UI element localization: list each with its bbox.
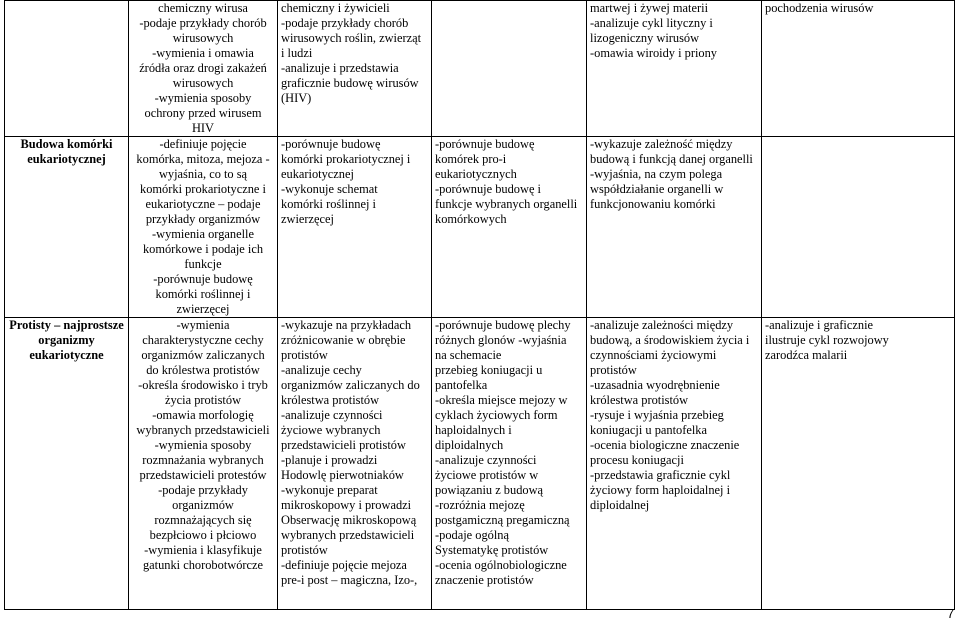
- cell-line: -analizuje cykl lityczny i: [590, 16, 713, 30]
- cell-line: przedstawicieli protistów: [281, 438, 406, 452]
- cell-line: Systematykę protistów: [435, 543, 549, 557]
- cell-line: -wykazuje na przykładach: [281, 318, 412, 332]
- cell-line: gatunki chorobotwórcze: [142, 558, 264, 572]
- cell-line: funkcjonowaniu komórki: [590, 197, 716, 211]
- cell-line: eukariotyczne – podaje: [145, 197, 261, 211]
- excellent-level-cell: [762, 1, 955, 137]
- very-good-level-cell: [587, 137, 762, 318]
- cell-line: -podaje przykłady chorób: [139, 16, 267, 30]
- cell-line: -definiuje pojęcie: [159, 137, 247, 151]
- cell-line: -porównuje budowę: [153, 272, 253, 286]
- cell-line: budową, a środowiskiem życia i: [590, 333, 750, 347]
- cell-line: -porównuje budowę plechy: [435, 318, 571, 332]
- cell-line: -uzasadnia wyodrębnienie: [590, 378, 720, 392]
- cell-line: charakterystyczne cechy: [142, 333, 264, 347]
- cell-line: różnych glonów -wyjaśnia: [435, 333, 567, 347]
- cell-line: -ocenia ogólnobiologiczne: [435, 558, 567, 572]
- cell-line: eukariotycznych: [435, 167, 517, 181]
- cell-line: -planuje i prowadzi: [281, 453, 378, 467]
- cell-line: -porównuje budowę i: [435, 182, 541, 196]
- cell-line: pantofelka: [435, 378, 488, 392]
- cell-line: -wymienia sposoby: [154, 91, 252, 105]
- cell-line: znaczenie protistów: [435, 573, 534, 587]
- cell-line: lizogeniczny wirusów: [590, 31, 700, 45]
- cell-line: -rozróżnia mejozę: [435, 498, 525, 512]
- cell-line: wybranych przedstawicieli: [136, 423, 270, 437]
- cell-line: Hodowlę pierwotniaków: [281, 468, 404, 482]
- cell-line: -analizuje i przedstawia: [281, 61, 399, 75]
- very-good-level-cell: [587, 1, 762, 137]
- cell-line: protistów: [281, 543, 328, 557]
- cell-line: komórki prokariotyczne i: [140, 182, 266, 196]
- cell-line: komórki prokariotycznej i: [281, 152, 411, 166]
- cell-line: i ludzi: [281, 46, 313, 60]
- cell-line: haploidalnych i: [435, 423, 512, 437]
- cell-line: cyklach życiowych form: [435, 408, 558, 422]
- cell-line: rozmnażania wybranych: [142, 453, 264, 467]
- cell-line: współdziałanie organelli w: [590, 182, 724, 196]
- cell-line: ochrony przed wirusem: [144, 106, 262, 120]
- cell-line: przedstawicieli protestów: [139, 468, 267, 482]
- topic-cell: [5, 318, 129, 610]
- cell-line: królestwa protistów: [590, 393, 689, 407]
- cell-line: organizmy: [38, 333, 95, 347]
- cell-line: -podaje przykłady: [158, 483, 248, 497]
- cell-line: na schemacie: [435, 348, 502, 362]
- cell-line: procesu koniugacji: [590, 453, 684, 467]
- cell-line: -podaje ogólną: [435, 528, 509, 542]
- cell-line: -wymienia sposoby: [154, 438, 252, 452]
- cell-line: zróżnicowanie w obrębie: [281, 333, 406, 347]
- curriculum-table: [4, 0, 955, 610]
- cell-line: -omawia wiroidy i priony: [590, 46, 717, 60]
- cell-line: -omawia morfologię: [152, 408, 254, 422]
- cell-line: powiązaniu z budową: [435, 483, 544, 497]
- cell-line: wyjaśnia, co to są: [158, 167, 248, 181]
- cell-line: -analizuje cechy: [281, 363, 362, 377]
- cell-line: życiowe protistów w: [435, 468, 539, 482]
- cell-line: komórki roślinnej i: [155, 287, 251, 301]
- cell-line: -wykazuje zależność między: [590, 137, 733, 151]
- cell-line: (HIV): [281, 91, 312, 105]
- cell-line: protistów: [281, 348, 328, 362]
- cell-line: komórkowe i podaje ich: [142, 242, 264, 256]
- cell-line: -porównuje budowę: [281, 137, 381, 151]
- cell-line: -wykonuje preparat: [281, 483, 378, 497]
- excellent-level-cell: [762, 318, 955, 610]
- cell-line: -określa środowisko i tryb: [138, 378, 268, 392]
- cell-line: -wykonuje schemat: [281, 182, 378, 196]
- cell-line: protistów: [590, 363, 637, 377]
- cell-line: -wymienia i omawia: [152, 46, 254, 60]
- page-number: 7: [947, 606, 955, 621]
- cell-line: życiowe wybranych: [281, 423, 381, 437]
- cell-line: chemiczny wirusa: [158, 1, 248, 15]
- cell-line: życia protistów: [164, 393, 242, 407]
- cell-line: funkcje wybranych organelli: [435, 197, 578, 211]
- adequate-level-cell: [278, 318, 432, 610]
- cell-line: -analizuje zależności między: [590, 318, 734, 332]
- cell-line: przebieg koniugacji u: [435, 363, 543, 377]
- cell-line: -analizuje czynności: [435, 453, 537, 467]
- cell-line: koniugacji u pantofelka: [590, 423, 707, 437]
- cell-line: przykłady organizmów: [145, 212, 261, 226]
- cell-line: komórkowych: [435, 212, 507, 226]
- cell-line: do królestwa protistów: [146, 363, 260, 377]
- cell-line: organizmów: [172, 498, 234, 512]
- table-row: [5, 1, 955, 137]
- cell-line: ilustruje cykl rozwojowy: [765, 333, 889, 347]
- cell-line: martwej i żywej materii: [590, 1, 709, 15]
- cell-line: graficznie budowę wirusów: [281, 76, 419, 90]
- cell-line: eukariotyczne: [29, 348, 104, 362]
- cell-line: diploidalnej: [590, 498, 650, 512]
- table-row: [5, 318, 955, 610]
- cell-line: pre-i post – magiczna, Izo-,: [281, 573, 418, 587]
- cell-line: komórek pro-i: [435, 152, 507, 166]
- cell-line: bezpłciowo i płciowo: [149, 528, 257, 542]
- cell-line: -podaje przykłady chorób: [281, 16, 409, 30]
- adequate-level-cell: [278, 137, 432, 318]
- cell-line: zarodźca malarii: [765, 348, 848, 362]
- cell-line: -analizuje i graficznie: [765, 318, 874, 332]
- cell-line: Obserwację mikroskopową: [281, 513, 417, 527]
- basic-level-cell: [129, 318, 278, 610]
- cell-line: diploidalnych: [435, 438, 504, 452]
- cell-line: komórka, mitoza, mejoza -: [136, 152, 270, 166]
- cell-line: wybranych przedstawicieli: [281, 528, 415, 542]
- cell-line: organizmów zaliczanych: [141, 348, 265, 362]
- cell-line: eukariotycznej: [281, 167, 354, 181]
- cell-line: pochodzenia wirusów: [765, 1, 874, 15]
- basic-level-cell: [129, 1, 278, 137]
- cell-line: -wyjaśnia, na czym polega: [590, 167, 723, 181]
- cell-line: organizmów zaliczanych do: [281, 378, 420, 392]
- topic-cell: [5, 1, 129, 137]
- excellent-level-cell: [762, 137, 955, 318]
- good-level-cell: [432, 318, 587, 610]
- cell-line: wirusowych roślin, zwierząt: [281, 31, 422, 45]
- very-good-level-cell: [587, 318, 762, 610]
- cell-line: -porównuje budowę: [435, 137, 535, 151]
- cell-line: rozmnażających się: [154, 513, 252, 527]
- cell-line: zwierzęcej: [281, 212, 334, 226]
- cell-line: budową i funkcją danej organelli: [590, 152, 753, 166]
- cell-line: wirusowych: [172, 76, 234, 90]
- cell-line: -wymienia: [176, 318, 230, 332]
- cell-line: HIV: [191, 121, 215, 135]
- cell-line: -przedstawia graficznie cykl: [590, 468, 731, 482]
- cell-line: -ocenia biologiczne znaczenie: [590, 438, 740, 452]
- cell-line: chemiczny i żywicieli: [281, 1, 390, 15]
- table-row: [5, 137, 955, 318]
- cell-line: czynnościami życiowymi: [590, 348, 717, 362]
- good-level-cell: [432, 1, 587, 137]
- cell-line: eukariotycznej: [27, 152, 106, 166]
- basic-level-cell: [129, 137, 278, 318]
- cell-line: królestwa protistów: [281, 393, 380, 407]
- cell-line: życiowy form haploidalnej i: [590, 483, 731, 497]
- adequate-level-cell: [278, 1, 432, 137]
- cell-line: funkcje: [184, 257, 222, 271]
- cell-line: zwierzęcej: [176, 302, 230, 316]
- cell-line: -wymienia organelle: [152, 227, 254, 241]
- cell-line: -analizuje czynności: [281, 408, 383, 422]
- cell-line: -określa miejsce mejozy w: [435, 393, 568, 407]
- cell-line: komórki roślinnej i: [281, 197, 376, 211]
- cell-line: źródła oraz drogi zakażeń: [139, 61, 267, 75]
- cell-line: wirusowych: [172, 31, 234, 45]
- cell-line: -wymienia i klasyfikuje: [144, 543, 262, 557]
- cell-line: -definiuje pojęcie mejoza: [281, 558, 407, 572]
- topic-cell: [5, 137, 129, 318]
- cell-line: mikroskopowy i prowadzi: [281, 498, 412, 512]
- cell-line: Protisty – najprostsze: [9, 318, 124, 332]
- cell-line: postgamiczną pregamiczną: [435, 513, 570, 527]
- cell-line: -rysuje i wyjaśnia przebieg: [590, 408, 724, 422]
- cell-line: Budowa komórki: [20, 137, 113, 151]
- good-level-cell: [432, 137, 587, 318]
